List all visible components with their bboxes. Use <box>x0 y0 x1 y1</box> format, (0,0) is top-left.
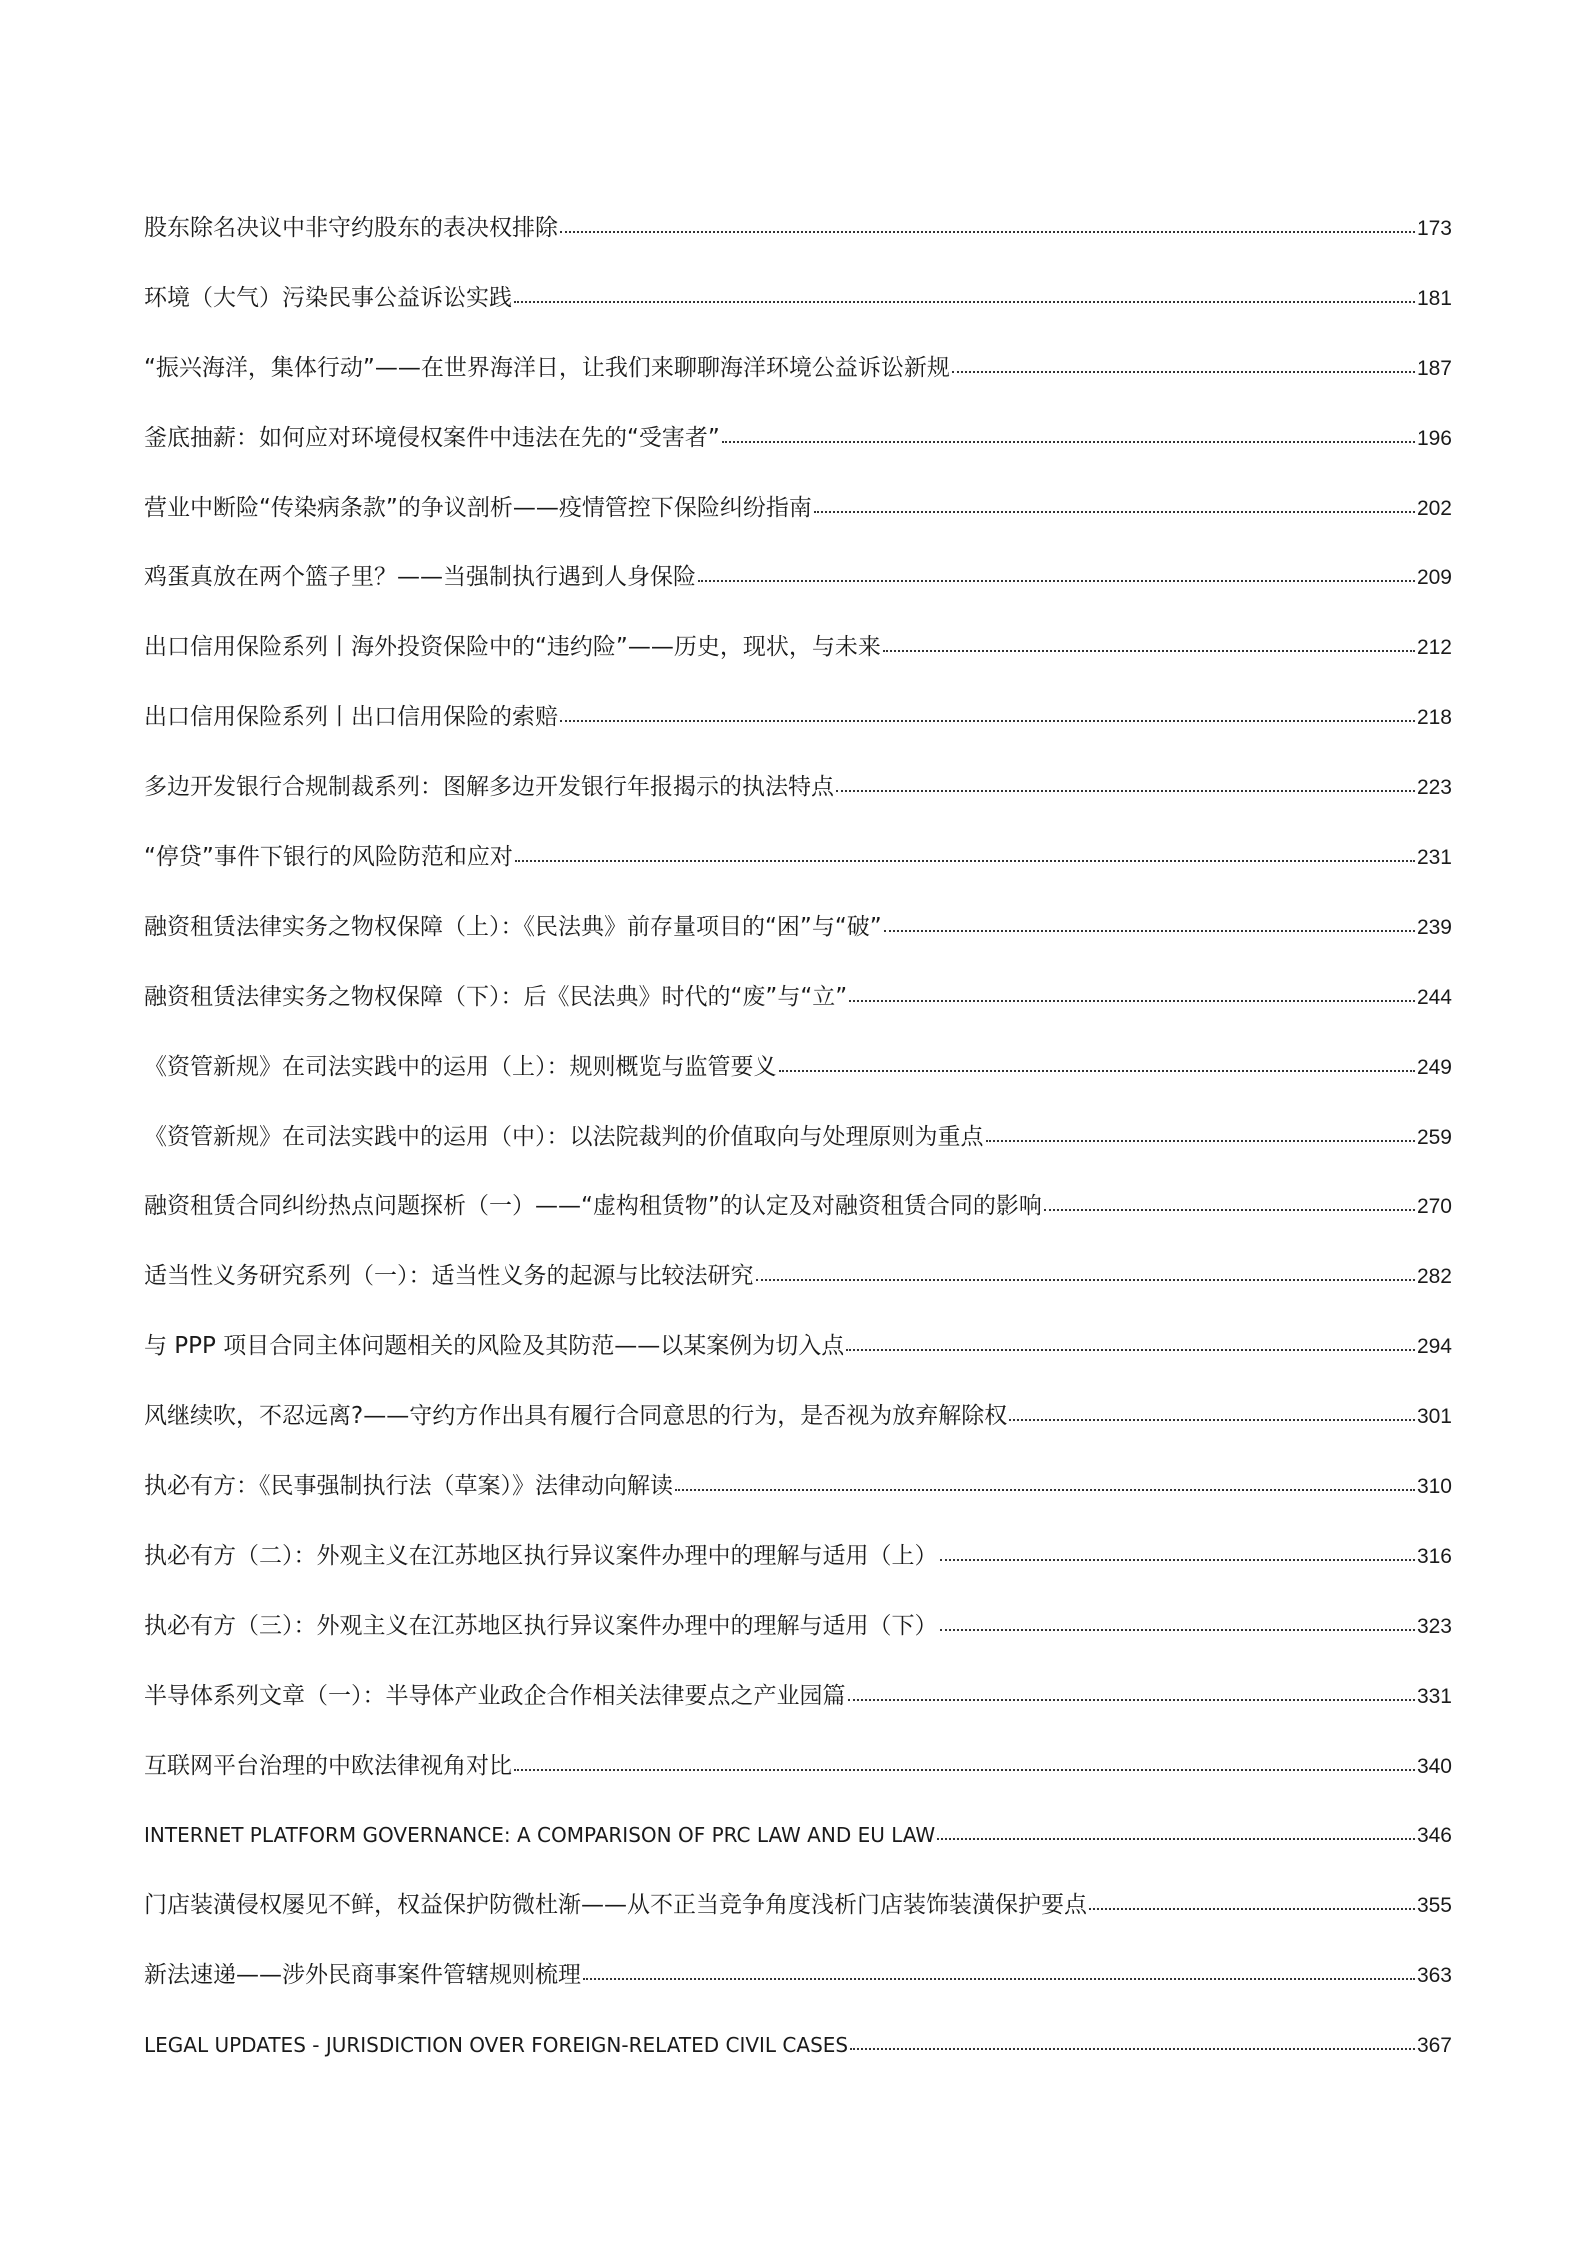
toc-dot-leader <box>1044 1207 1415 1211</box>
toc-entry-title: 环境（大气）污染民事公益诉讼实践 <box>144 284 512 311</box>
toc-dot-leader <box>814 509 1415 513</box>
toc-page-number: 223 <box>1416 776 1452 800</box>
toc-page-number: 212 <box>1416 636 1452 660</box>
toc-entry-title: 釜底抽薪：如何应对环境侵权案件中违法在先的“受害者” <box>144 424 720 451</box>
toc-entry-title: 《资管新规》在司法实践中的运用（中）：以法院裁判的价值取向与处理原则为重点 <box>144 1123 984 1150</box>
toc-page-number: 244 <box>1416 985 1452 1009</box>
toc-entry-title: 执必有方（二）：外观主义在江苏地区执行异议案件办理中的理解与适用（上） <box>144 1542 938 1569</box>
toc-page-number: 282 <box>1416 1265 1452 1289</box>
toc-entry-title: 出口信用保险系列丨海外投资保险中的“违约险”——历史，现状，与未来 <box>144 634 881 661</box>
toc-entry[interactable] <box>144 834 1452 904</box>
toc-page-number: 310 <box>1416 1475 1452 1499</box>
toc-entry-title: INTERNET PLATFORM GOVERNANCE: A COMPARISON OF PRC LAW AND EU LAW <box>144 1823 936 1848</box>
toc-entry[interactable] <box>144 1323 1452 1393</box>
toc-page-number: 196 <box>1416 426 1452 450</box>
toc-entry-title: 股东除名决议中非守约股东的表决权排除 <box>144 215 558 241</box>
toc-page-number: 181 <box>1416 286 1452 310</box>
toc-dot-leader <box>1089 1906 1415 1910</box>
toc-entry[interactable] <box>144 554 1452 624</box>
toc-entry[interactable] <box>144 1952 1452 2022</box>
toc-entry[interactable] <box>144 974 1452 1044</box>
toc-entry-title: 与 PPP 项目合同主体问题相关的风险及其防范——以某案例为切入点 <box>144 1333 845 1360</box>
toc-entry[interactable] <box>144 1673 1452 1743</box>
toc-page-number: 173 <box>1416 217 1452 240</box>
toc-page-number: 340 <box>1416 1754 1452 1778</box>
toc-entry[interactable] <box>144 904 1452 974</box>
toc-page-number: 294 <box>1416 1335 1452 1359</box>
toc-entry-title: 鸡蛋真放在两个篮子里？——当强制执行遇到人身保险 <box>144 564 696 591</box>
toc-entry[interactable] <box>144 1183 1452 1253</box>
toc-dot-leader <box>779 1068 1415 1072</box>
toc-dot-leader <box>675 1487 1415 1491</box>
toc-entry[interactable] <box>144 1044 1452 1114</box>
toc-entry-title: 执必有方（三）：外观主义在江苏地区执行异议案件办理中的理解与适用（下） <box>144 1612 938 1639</box>
toc-entry[interactable] <box>144 345 1452 415</box>
toc-entry[interactable] <box>144 2022 1452 2092</box>
toc-dot-leader <box>1009 1417 1415 1421</box>
toc-entry-title: 营业中断险“传染病条款”的争议剖析——疫情管控下保险纠纷指南 <box>144 494 812 521</box>
toc-entry-title: 门店装潢侵权屡见不鲜，权益保护防微杜渐——从不正当竞争角度浅析门店装饰装潢保护要点 <box>144 1892 1087 1919</box>
toc-page-number: 331 <box>1416 1684 1452 1708</box>
toc-entry[interactable] <box>144 624 1452 694</box>
toc-entry[interactable] <box>144 1463 1452 1533</box>
toc-page-number: 270 <box>1416 1195 1452 1219</box>
toc-entry[interactable] <box>144 415 1452 485</box>
toc-dot-leader <box>756 1277 1415 1281</box>
toc-dot-leader <box>883 648 1415 652</box>
toc-entry[interactable] <box>144 1114 1452 1184</box>
toc-entry-title: 半导体系列文章（一）：半导体产业政企合作相关法律要点之产业园篇 <box>144 1682 846 1709</box>
toc-dot-leader <box>514 1767 1415 1771</box>
toc-entry-title: 互联网平台治理的中欧法律视角对比 <box>144 1752 512 1779</box>
toc-entry[interactable] <box>144 1743 1452 1813</box>
toc-entry[interactable] <box>144 1603 1452 1673</box>
table-of-contents <box>144 205 1452 2092</box>
toc-page-number: 239 <box>1416 915 1452 939</box>
toc-entry[interactable] <box>144 764 1452 834</box>
toc-dot-leader <box>940 1627 1415 1631</box>
toc-page-number: 231 <box>1416 846 1452 870</box>
toc-entry-title: 多边开发银行合规制裁系列：图解多边开发银行年报揭示的执法特点 <box>144 774 834 801</box>
toc-entry[interactable] <box>144 275 1452 345</box>
toc-dot-leader <box>722 439 1415 443</box>
toc-entry-title: 适当性义务研究系列（一）：适当性义务的起源与比较法研究 <box>144 1263 754 1290</box>
toc-page-number: 187 <box>1416 356 1452 380</box>
toc-page-number: 259 <box>1416 1125 1452 1149</box>
toc-entry-title: “振兴海洋，集体行动”——在世界海洋日，让我们来聊聊海洋环境公益诉讼新规 <box>144 354 950 381</box>
toc-page-number: 301 <box>1416 1405 1452 1429</box>
toc-page-number: 367 <box>1416 2034 1452 2058</box>
toc-dot-leader <box>836 788 1415 792</box>
toc-page-number: 202 <box>1416 496 1452 520</box>
toc-dot-leader <box>560 229 1415 233</box>
toc-dot-leader <box>583 1976 1415 1980</box>
toc-page-number: 218 <box>1416 706 1452 730</box>
toc-page-number: 355 <box>1416 1894 1452 1918</box>
toc-dot-leader <box>698 578 1415 582</box>
toc-entry-title: 融资租赁法律实务之物权保障（下）：后《民法典》时代的“废”与“立” <box>144 983 848 1010</box>
toc-entry-title: 新法速递——涉外民商事案件管辖规则梳理 <box>144 1962 581 1989</box>
toc-entry[interactable] <box>144 1393 1452 1463</box>
toc-dot-leader <box>986 1138 1415 1142</box>
toc-page-number: 209 <box>1416 566 1452 590</box>
toc-page-number: 323 <box>1416 1614 1452 1638</box>
toc-entry-title: 融资租赁合同纠纷热点问题探析（一）——“虚构租赁物”的认定及对融资租赁合同的影响 <box>144 1193 1042 1220</box>
toc-entry-title: 风继续吹，不忍远离?——守约方作出具有履行合同意思的行为，是否视为放弃解除权 <box>144 1403 1008 1430</box>
toc-entry[interactable] <box>144 1812 1452 1882</box>
toc-dot-leader <box>514 299 1415 303</box>
toc-dot-leader <box>515 858 1415 862</box>
toc-page-number: 363 <box>1416 1964 1452 1988</box>
toc-entry-title: LEGAL UPDATES - JURISDICTION OVER FOREIGN-RELATED CIVIL CASES <box>144 2033 849 2058</box>
toc-dot-leader <box>560 718 1415 722</box>
toc-entry-title: 出口信用保险系列丨出口信用保险的索赔 <box>144 704 558 731</box>
toc-dot-leader <box>937 1836 1415 1840</box>
toc-entry[interactable] <box>144 1882 1452 1952</box>
toc-entry[interactable] <box>144 485 1452 555</box>
toc-entry-title: 《资管新规》在司法实践中的运用（上）：规则概览与监管要义 <box>144 1053 777 1080</box>
toc-dot-leader <box>884 928 1415 932</box>
toc-entry[interactable] <box>144 1253 1452 1323</box>
toc-entry-title: “停贷”事件下银行的风险防范和应对 <box>144 844 513 871</box>
toc-dot-leader <box>940 1557 1415 1561</box>
toc-entry[interactable] <box>144 694 1452 764</box>
toc-dot-leader <box>849 998 1415 1002</box>
toc-dot-leader <box>850 2046 1415 2050</box>
toc-entry[interactable] <box>144 1533 1452 1603</box>
toc-page-number: 316 <box>1416 1544 1452 1568</box>
toc-entry-title: 融资租赁法律实务之物权保障（上）：《民法典》前存量项目的“困”与“破” <box>144 913 882 940</box>
toc-page-number: 249 <box>1416 1055 1452 1079</box>
toc-page-number: 346 <box>1416 1824 1452 1848</box>
toc-dot-leader <box>952 369 1415 373</box>
toc-entry[interactable] <box>144 205 1452 275</box>
toc-entry-title: 执必有方：《民事强制执行法（草案）》法律动向解读 <box>144 1473 673 1500</box>
toc-dot-leader <box>846 1347 1415 1351</box>
toc-dot-leader <box>848 1697 1415 1701</box>
